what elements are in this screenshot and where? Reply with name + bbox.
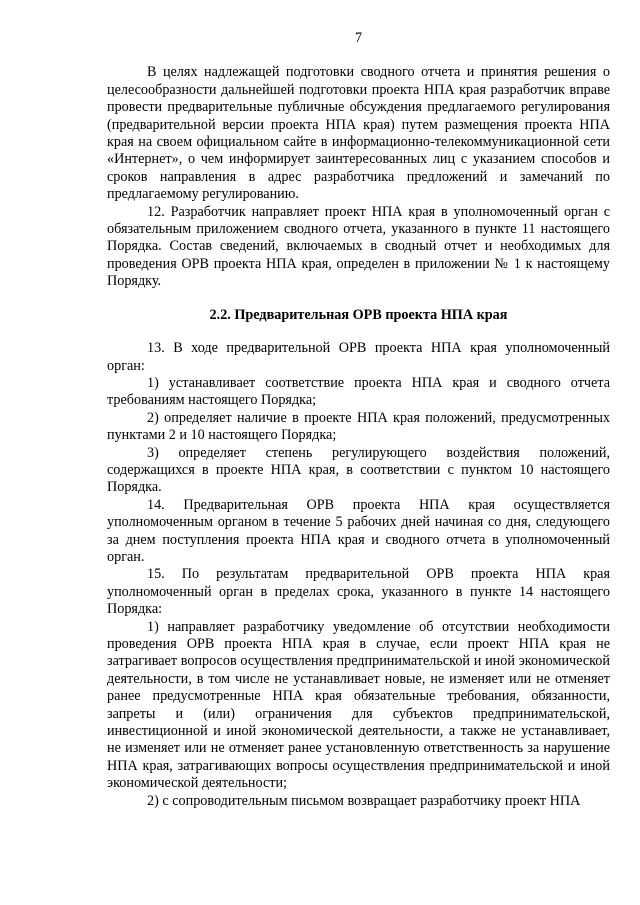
page-number: 7 bbox=[354, 30, 363, 46]
paragraph-15: 15. По результатам предварительной ОРВ проекта НПА края уполномоченный орган в пределах срока, указанного в пункте 14 настоящего Порядка: bbox=[107, 566, 610, 618]
paragraph-12: 12. Разработчик направляет проект НПА края в уполномоченный орган с обязательным приложением сводного отчета, указанного в пункте 11 настоящего Порядка. Состав сведений, включаемых в сводный отчет и необходимых для проведения ОРВ проекта НПА края, определен в приложении № 1 к настоящему Порядку. bbox=[107, 203, 610, 290]
paragraph-13-item-1: 1) устанавливает соответствие проекта НПА края и сводного отчета требованиям настоящего Порядка; bbox=[107, 374, 610, 409]
paragraph-15-item-2: 2) с сопроводительным письмом возвращает разработчику проект НПА bbox=[147, 792, 581, 809]
section-heading: 2.2. Предварительная ОРВ проекта НПА края bbox=[209, 306, 508, 323]
paragraph-13: 13. В ходе предварительной ОРВ проекта НПА края уполномоченный орган: bbox=[107, 340, 610, 374]
paragraph-public-discussion: В целях надлежащей подготовки сводного отчета и принятия решения о целесообразности дальнейшей подготовки проекта НПА края разработчик вправе провести предварительные публичные обсуждения предлагаемого регулирования (предварительной версии проекта НПА края) путем размещения проекта НПА края на своем официальном сайте в информационно-телекоммуникационной сети «Интернет», о чем информирует заинтересованных лиц с указанием способов и сроков направления в адрес разработчика предложений и замечаний по предлагаемому регулированию. bbox=[107, 64, 610, 203]
paragraph-13-item-2: 2) определяет наличие в проекте НПА края положений, предусмотренных пунктами 2 и 10 настоящего Порядка; bbox=[107, 409, 610, 444]
paragraph-13-item-3: 3) определяет степень регулирующего воздействия положений, содержащихся в проекте НПА края, в соответствии с пунктом 10 настоящего Порядка. bbox=[107, 444, 610, 496]
paragraph-14: 14. Предварительная ОРВ проекта НПА края осуществляется уполномоченным органом в течение 5 рабочих дней начиная со дня, следующего за днем поступления проекта НПА края и сводного отчета в уполномоченный орган. bbox=[107, 496, 610, 565]
paragraph-15-item-1: 1) направляет разработчику уведомление об отсутствии необходимости проведения ОРВ проекта НПА края в случае, если проект НПА края не затрагивает вопросов осуществления предпринимательской и иной экономической деятельности, в том числе не устанавливает новые, не изменяет или не отменяет ранее предусмотренные НПА края обязательные требования, обязанности, запреты и (или) ограничения для субъектов предпринимательской, инвестиционной и иной экономической деятельности, а также не устанавливает, не изменяет или не отменяет ранее установленную ответственность за нарушение НПА края, затрагивающих вопросы осуществления предпринимательской и иной экономической деятельности; bbox=[107, 618, 610, 792]
